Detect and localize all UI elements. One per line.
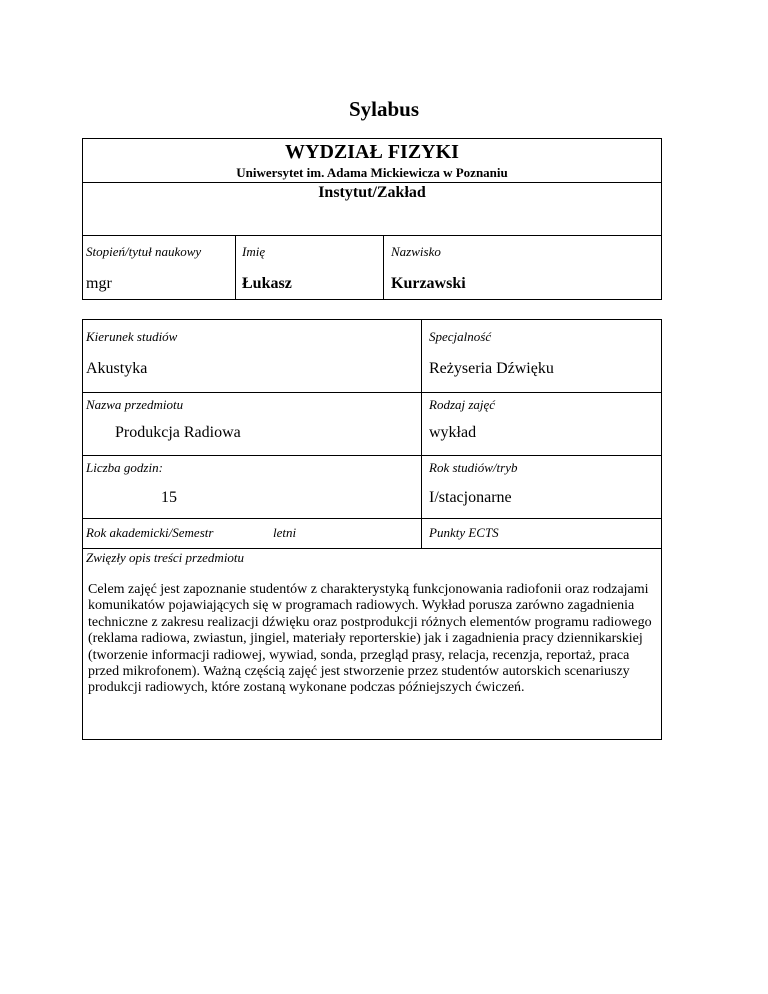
description-text: Celem zajęć jest zapoznanie studentów z charakterystyką funkcjonowania radiofonii oraz rodzajami komunikatów pojawiających się w programach radiowych. Wykład porusza zarówno zagadnienia techniczne z zakresu realizacji dźwięku oraz postprodukcji różnych elementów programu radiowego (reklama radiowa, zwiastun, jingiel, materiały reporterskie) jak i zagadnienia pracy dziennikarskiej (tworzenie informacji radiowej, wywiad, sonda, przegląd prasy, relacja, recenzja, reportaż, praca przed mikrofonem). Ważną częścią zajęć jest stworzenie przez studentów autorskich scenariuszy produkcji radiowych, które zostaną wykonane podczas późniejszych ćwiczeń.: [88, 582, 652, 696]
degree-label: Stopień/tytuł naukowy: [86, 244, 202, 259]
degree-value: mgr: [86, 275, 112, 292]
university-name: Uniwersytet im. Adama Mickiewicza w Poznaniu: [236, 165, 508, 180]
course-label: Nazwa przedmiotu: [86, 397, 184, 412]
divider: [83, 518, 661, 519]
divider: [83, 392, 661, 393]
class-type-value: wykład: [429, 424, 477, 441]
hours-label: Liczba godzin:: [86, 460, 163, 475]
page-title: Sylabus: [348, 97, 420, 121]
first-name-value: Łukasz: [242, 275, 292, 292]
description-label: Zwięzły opis treści przedmiotu: [86, 550, 245, 565]
faculty-name: WYDZIAŁ FIZYKI: [285, 141, 459, 163]
course-value: Produkcja Radiowa: [115, 424, 241, 441]
ects-label: Punkty ECTS: [429, 525, 499, 540]
last-name-label: Nazwisko: [391, 244, 441, 259]
specialty-label: Specjalność: [429, 329, 492, 344]
divider: [235, 235, 236, 299]
divider: [421, 320, 422, 548]
divider: [83, 235, 661, 236]
field-value: Akustyka: [86, 360, 148, 377]
header-box: [82, 138, 662, 300]
divider: [83, 455, 661, 456]
divider: [83, 548, 661, 549]
last-name-value: Kurzawski: [391, 275, 466, 292]
semester-label: Rok akademicki/Semestr: [86, 525, 214, 540]
institute-label: Instytut/Zakład: [318, 184, 426, 201]
field-label: Kierunek studiów: [86, 329, 178, 344]
year-mode-value: I/stacjonarne: [429, 489, 512, 506]
first-name-label: Imię: [242, 244, 266, 259]
divider: [83, 182, 661, 183]
divider: [383, 235, 384, 299]
class-type-label: Rodzaj zajęć: [429, 397, 496, 412]
semester-value: letni: [273, 525, 297, 540]
hours-value: 15: [161, 489, 177, 506]
year-mode-label: Rok studiów/tryb: [429, 460, 518, 475]
details-box: [82, 319, 662, 740]
specialty-value: Reżyseria Dźwięku: [429, 360, 554, 377]
